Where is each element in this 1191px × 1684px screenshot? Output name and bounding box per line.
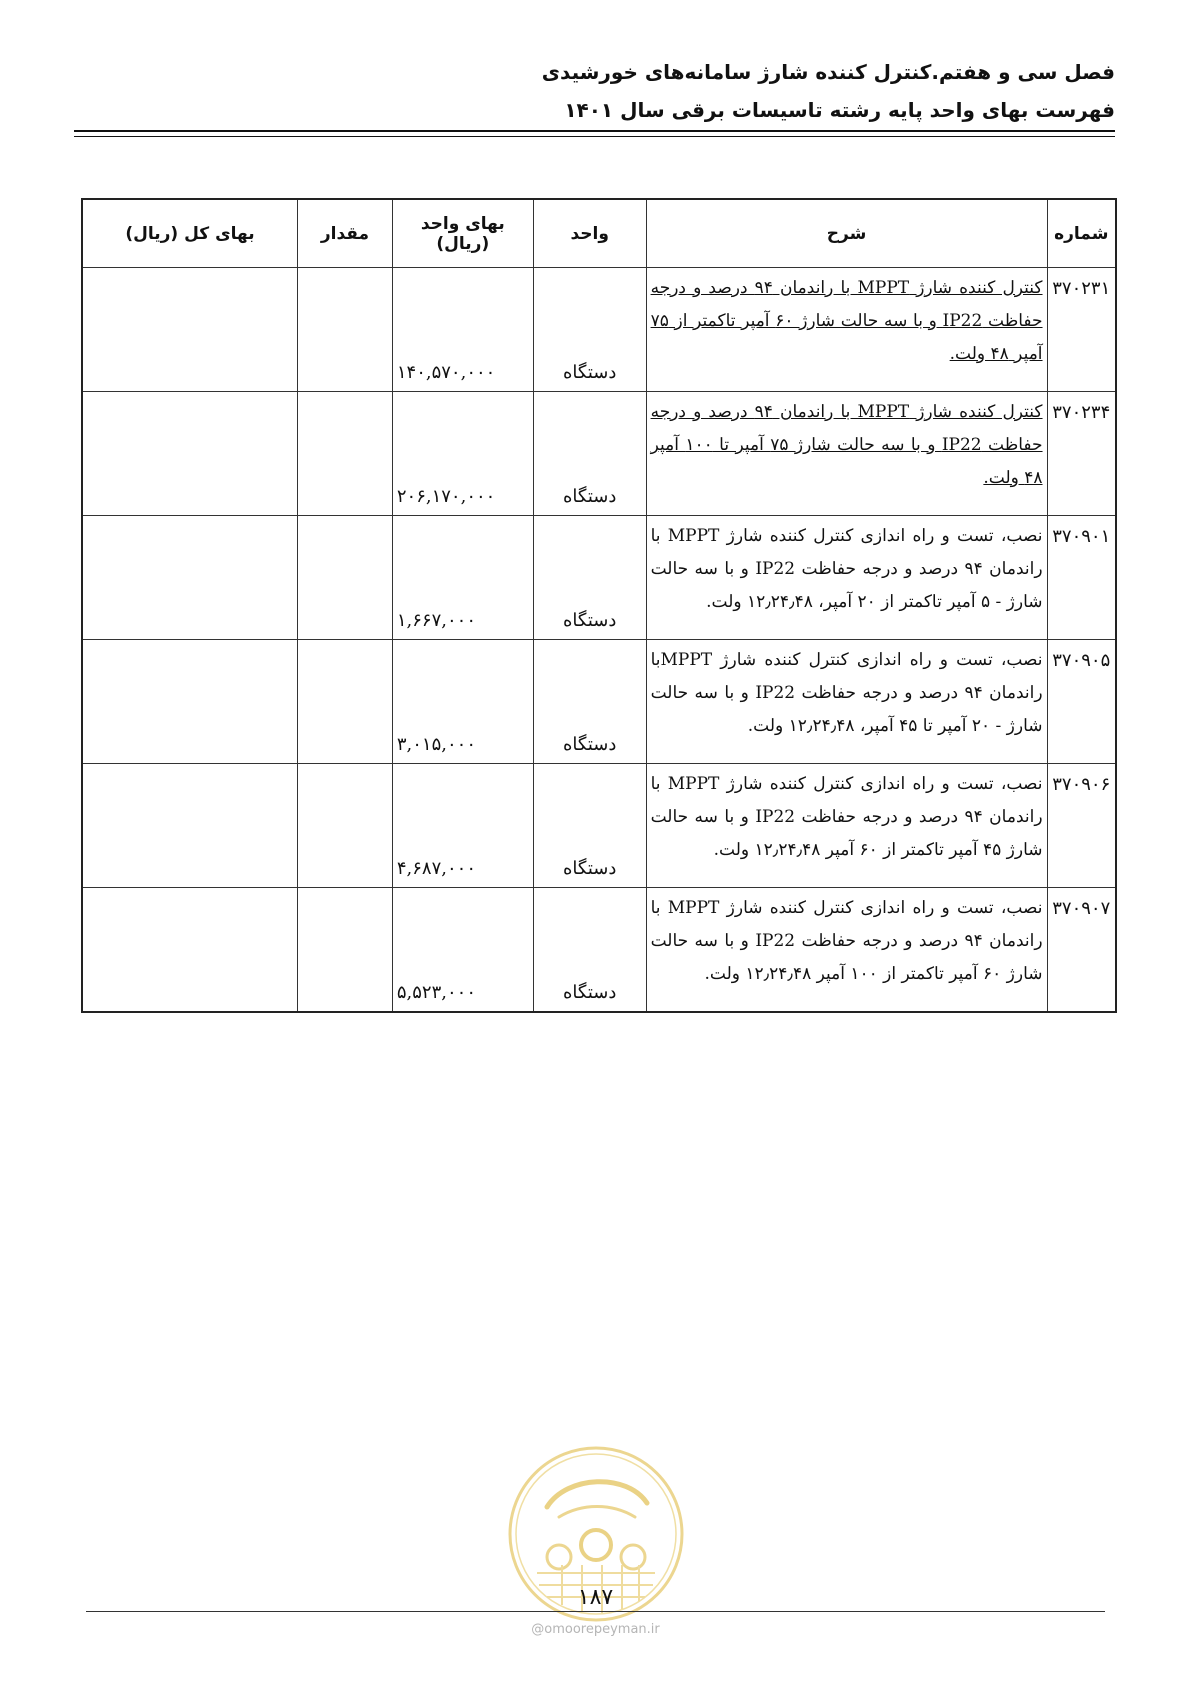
item-unit: دستگاه [533,516,646,640]
item-unit-price: ۴,۶۸۷,۰۰۰ [392,764,533,888]
item-unit: دستگاه [533,392,646,516]
item-total [82,392,298,516]
item-description: نصب، تست و راه اندازی کنترل کننده شارژ MPPT با راندمان ۹۴ درصد و درجه حفاظت IP22 و با سه حالت شارژ - ۵ آمپر تاکمتر از ۲۰ آمپر، ۱۲٫۲۴٫۴۸ ولت. [646,516,1047,640]
table-row [82,516,1116,640]
item-quantity [298,764,393,888]
item-unit-price: ۳,۰۱۵,۰۰۰ [392,640,533,764]
table-row [82,392,1116,516]
item-quantity [298,268,393,392]
item-unit-price: ۲۰۶,۱۷۰,۰۰۰ [392,392,533,516]
table-row [82,268,1116,392]
footer-rule [86,1611,1105,1612]
table-row [82,640,1116,764]
item-unit: دستگاه [533,888,646,1013]
column-header-description: شرح [646,199,1047,268]
column-header-unit: واحد [533,199,646,268]
table-header-row [82,199,1116,268]
item-quantity [298,640,393,764]
item-description: نصب، تست و راه اندازی کنترل کننده شارژ MPPTبا راندمان ۹۴ درصد و درجه حفاظت IP22 و با سه حالت شارژ - ۲۰ آمپر تا ۴۵ آمپر، ۱۲٫۲۴٫۴۸ ولت. [646,640,1047,764]
item-total [82,640,298,764]
item-unit-price: ۱,۶۶۷,۰۰۰ [392,516,533,640]
header-rule-thick [74,130,1115,132]
item-number: ۳۷۰۲۳۱ [1047,268,1116,392]
item-unit: دستگاه [533,640,646,764]
item-unit-price: ۱۴۰,۵۷۰,۰۰۰ [392,268,533,392]
website-watermark: @omoorepeyman.ir [531,1622,660,1637]
table-row [82,888,1116,1013]
page-number: ۱۸۷ [577,1585,614,1610]
header-rule-thin [74,136,1115,137]
item-total [82,764,298,888]
item-description: کنترل کننده شارژ MPPT با راندمان ۹۴ درصد و درجه حفاظت IP22 و با سه حالت شارژ ۷۵ آمپر تا ۱۰۰ آمپر ۴۸ ولت. [646,392,1047,516]
item-unit: دستگاه [533,764,646,888]
item-number: ۳۷۰۹۰۷ [1047,888,1116,1013]
column-header-unit-price: بهای واحد (ریال) [392,199,533,268]
column-header-number: شماره [1047,199,1116,268]
column-header-total: بهای کل (ریال) [82,199,298,268]
item-total [82,516,298,640]
item-quantity [298,516,393,640]
column-header-quantity: مقدار [298,199,393,268]
item-total [82,888,298,1013]
item-unit: دستگاه [533,268,646,392]
table-row [82,764,1116,888]
item-number: ۳۷۰۲۳۴ [1047,392,1116,516]
item-number: ۳۷۰۹۰۱ [1047,516,1116,640]
item-number: ۳۷۰۹۰۵ [1047,640,1116,764]
item-quantity [298,392,393,516]
price-table [81,198,1117,1013]
price-list-title: فهرست بهای واحد پایه رشته تاسیسات برقی سال ۱۴۰۱ [564,98,1115,122]
item-quantity [298,888,393,1013]
item-description: نصب، تست و راه اندازی کنترل کننده شارژ MPPT با راندمان ۹۴ درصد و درجه حفاظت IP22 و با سه حالت شارژ ۶۰ آمپر تاکمتر از ۱۰۰ آمپر ۱۲٫۲۴٫۴۸ ولت. [646,888,1047,1013]
item-description: نصب، تست و راه اندازی کنترل کننده شارژ MPPT با راندمان ۹۴ درصد و درجه حفاظت IP22 و با سه حالت شارژ ۴۵ آمپر تاکمتر از ۶۰ آمپر ۱۲٫۲۴٫۴۸ ولت. [646,764,1047,888]
item-total [82,268,298,392]
item-description: کنترل کننده شارژ MPPT با راندمان ۹۴ درصد و درجه حفاظت IP22 و با سه حالت شارژ ۶۰ آمپر تاکمتر از ۷۵ آمپر ۴۸ ولت. [646,268,1047,392]
item-unit-price: ۵,۵۲۳,۰۰۰ [392,888,533,1013]
item-number: ۳۷۰۹۰۶ [1047,764,1116,888]
chapter-title: فصل سی و هفتم.کنترل کننده شارژ سامانه‌های خورشیدی [541,60,1115,84]
